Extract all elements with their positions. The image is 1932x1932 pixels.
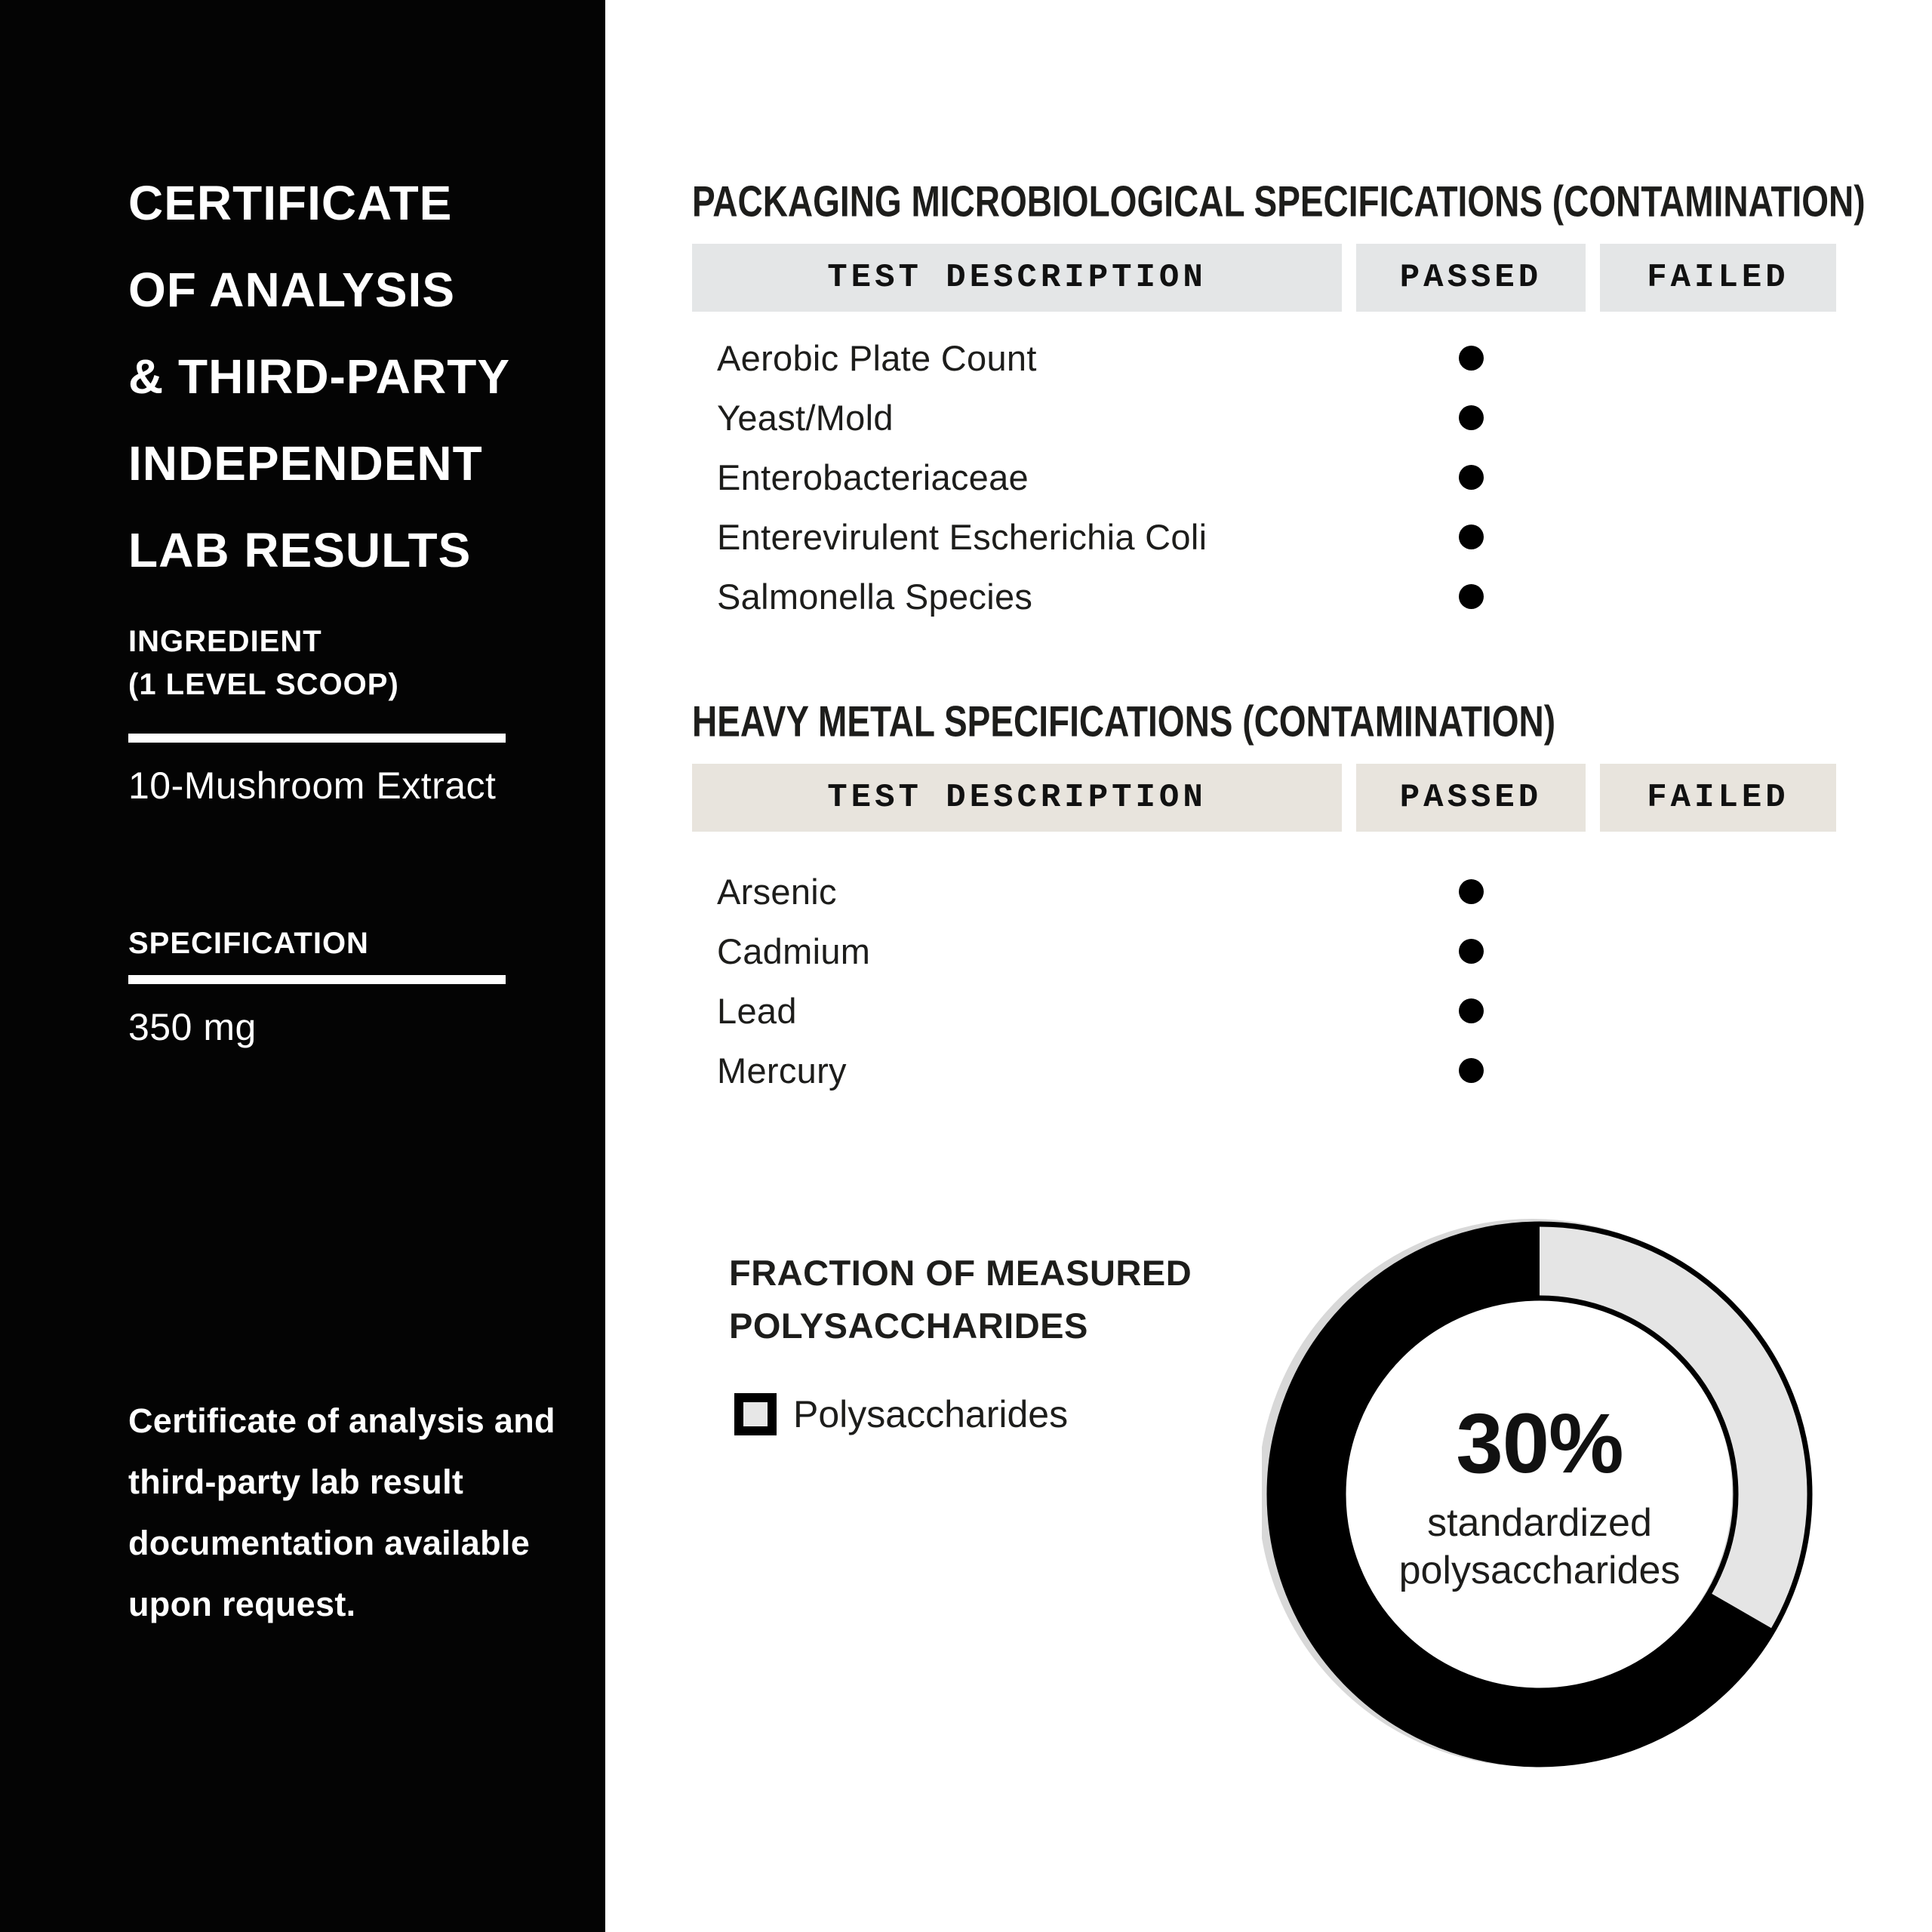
failed-cell bbox=[1600, 862, 1836, 921]
passed-dot-icon bbox=[1459, 939, 1484, 964]
fraction-title-line2: POLYSACCHARIDES bbox=[729, 1306, 1088, 1346]
legend-swatch-icon bbox=[734, 1393, 777, 1435]
test-description-cell: Mercury bbox=[717, 1051, 847, 1091]
failed-cell bbox=[1600, 921, 1836, 981]
divider bbox=[128, 734, 506, 743]
column-header-failed: FAILED bbox=[1600, 764, 1836, 832]
heavy-metal-section-title: HEAVY METAL SPECIFICATIONS (CONTAMINATION) bbox=[692, 697, 1556, 746]
donut-percent-value: 30% bbox=[1456, 1395, 1623, 1491]
table-row bbox=[692, 567, 1836, 626]
passed-cell bbox=[1356, 862, 1586, 921]
passed-dot-icon bbox=[1459, 1058, 1484, 1083]
table-row bbox=[692, 328, 1836, 388]
passed-cell bbox=[1356, 448, 1586, 507]
fraction-section-title bbox=[729, 1247, 1192, 1352]
test-description-cell: Arsenic bbox=[717, 872, 837, 912]
table-body bbox=[692, 328, 1836, 626]
ingredient-value: 10-Mushroom Extract bbox=[128, 764, 497, 807]
ingredient-label bbox=[128, 620, 399, 706]
divider bbox=[128, 975, 506, 984]
test-description-cell: Aerobic Plate Count bbox=[717, 338, 1037, 378]
passed-dot-icon bbox=[1459, 525, 1484, 549]
passed-cell bbox=[1356, 921, 1586, 981]
test-description-cell: Yeast/Mold bbox=[717, 398, 894, 438]
specification-value: 350 mg bbox=[128, 1006, 257, 1048]
test-description-cell: Cadmium bbox=[717, 931, 871, 971]
table-body bbox=[692, 862, 1836, 1100]
table-row bbox=[692, 1041, 1836, 1100]
page-title-line: OF ANALYSIS bbox=[128, 263, 455, 317]
page-title-line: INDEPENDENT bbox=[128, 436, 483, 491]
table-row bbox=[692, 448, 1836, 507]
passed-cell bbox=[1356, 567, 1586, 626]
failed-cell bbox=[1600, 328, 1836, 388]
table-header-row bbox=[692, 764, 1836, 832]
failed-cell bbox=[1600, 1041, 1836, 1100]
availability-note: Certificate of analysis and third-party lab result documentation available upon request. bbox=[128, 1401, 555, 1623]
passed-dot-icon bbox=[1459, 405, 1484, 430]
test-description-cell: Lead bbox=[717, 991, 797, 1031]
fraction-title-line1: FRACTION OF MEASURED bbox=[729, 1253, 1192, 1293]
column-header-passed: PASSED bbox=[1356, 244, 1586, 312]
sidebar bbox=[0, 0, 605, 1932]
microbiological-section-title: PACKAGING MICROBIOLOGICAL SPECIFICATIONS (CONTAMINATION) bbox=[692, 177, 1866, 226]
column-header-test-description: TEST DESCRIPTION bbox=[692, 244, 1342, 312]
donut-chart bbox=[1262, 1217, 1817, 1772]
ingredient-label-line1: INGREDIENT bbox=[128, 625, 322, 658]
failed-cell bbox=[1600, 981, 1836, 1041]
page-title-line: & THIRD-PARTY bbox=[128, 349, 510, 404]
test-description-cell: Enterevirulent Escherichia Coli bbox=[717, 517, 1208, 557]
chart-legend bbox=[734, 1392, 1068, 1436]
table-row bbox=[692, 862, 1836, 921]
passed-dot-icon bbox=[1459, 584, 1484, 609]
passed-dot-icon bbox=[1459, 465, 1484, 490]
passed-cell bbox=[1356, 507, 1586, 567]
table-row bbox=[692, 507, 1836, 567]
table-row bbox=[692, 921, 1836, 981]
specification-label: SPECIFICATION bbox=[128, 927, 369, 960]
failed-cell bbox=[1600, 448, 1836, 507]
passed-cell bbox=[1356, 388, 1586, 448]
legend-label: Polysaccharides bbox=[793, 1393, 1069, 1435]
passed-dot-icon bbox=[1459, 346, 1484, 371]
test-description-cell: Enterobacteriaceae bbox=[717, 457, 1029, 497]
donut-center-label-line1: standardized bbox=[1427, 1500, 1652, 1545]
page-title-line: LAB RESULTS bbox=[128, 523, 472, 577]
table-row bbox=[692, 388, 1836, 448]
failed-cell bbox=[1600, 388, 1836, 448]
passed-dot-icon bbox=[1459, 998, 1484, 1023]
page-title-line: CERTIFICATE bbox=[128, 176, 453, 230]
passed-cell bbox=[1356, 1041, 1586, 1100]
table-header-row bbox=[692, 244, 1836, 312]
passed-cell bbox=[1356, 328, 1586, 388]
page-title bbox=[128, 160, 510, 594]
column-header-failed: FAILED bbox=[1600, 244, 1836, 312]
passed-dot-icon bbox=[1459, 879, 1484, 904]
failed-cell bbox=[1600, 507, 1836, 567]
passed-cell bbox=[1356, 981, 1586, 1041]
table-row bbox=[692, 981, 1836, 1041]
column-header-test-description: TEST DESCRIPTION bbox=[692, 764, 1342, 832]
ingredient-label-line2: (1 LEVEL SCOOP) bbox=[128, 668, 399, 701]
test-description-cell: Salmonella Species bbox=[717, 577, 1033, 617]
donut-center-label-line2: polysaccharides bbox=[1398, 1548, 1681, 1592]
failed-cell bbox=[1600, 567, 1836, 626]
column-header-passed: PASSED bbox=[1356, 764, 1586, 832]
microbiological-table bbox=[692, 244, 1836, 626]
heavy-metal-table bbox=[692, 764, 1836, 1100]
donut-center-text bbox=[1262, 1217, 1817, 1772]
